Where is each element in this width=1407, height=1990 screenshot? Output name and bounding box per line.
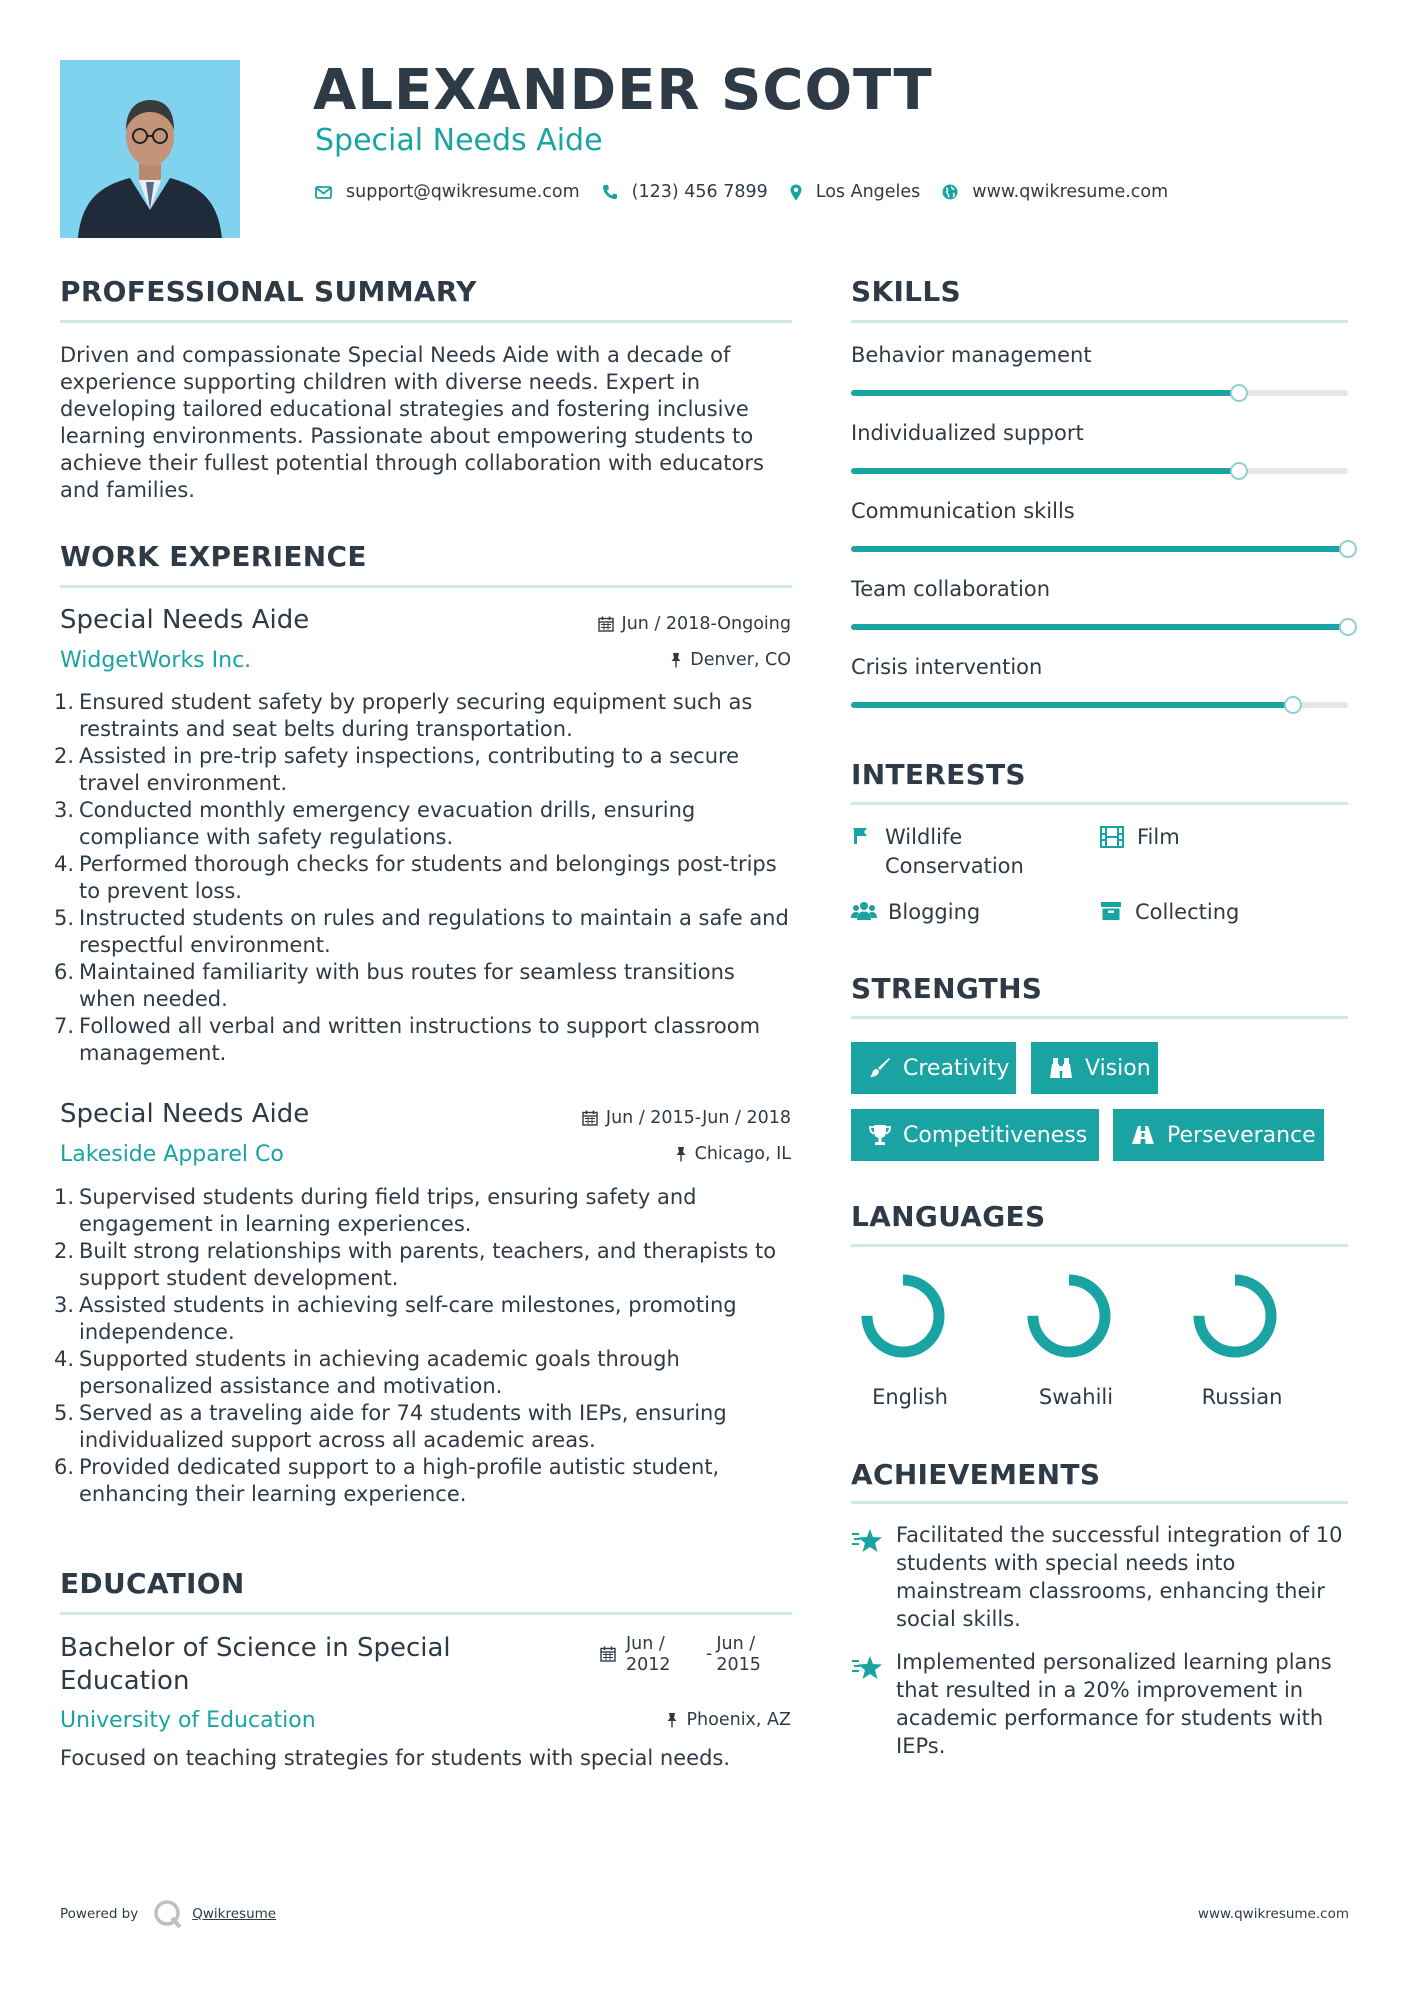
star-icon: [851, 1655, 883, 1681]
education-location: [666, 1710, 791, 1730]
paintbrush-icon: [869, 1057, 891, 1079]
skills-divider: [851, 320, 1348, 323]
job-title: Special Needs Aide: [60, 1099, 310, 1129]
contact-phone-text: (123) 456 7899: [631, 182, 768, 202]
education-location-text: Phoenix, AZ: [686, 1710, 791, 1730]
skill-bar-knob: [1284, 696, 1302, 714]
summary-text: Driven and compassionate Special Needs Aide with a decade of experience supporting children with diverse needs. Expert in developing tailored educational strategies and fostering inclusive learning environments. Passionate about empowering students to achieve their fullest potential through collaboration with educators and families.: [60, 343, 764, 502]
globe-icon: [942, 184, 958, 200]
contact-email[interactable]: [315, 182, 580, 202]
language-ring: [1024, 1271, 1114, 1361]
language-label: English: [872, 1385, 948, 1409]
job-dates-text: Jun / 2015-Jun / 2018: [605, 1108, 791, 1128]
list-item-text: Supported students in achieving academic goals through personalized assistance and motivation.: [79, 1347, 680, 1398]
language-ring-arc: [1199, 1280, 1271, 1352]
flag-icon: [851, 826, 871, 846]
achievement-item: Facilitated the successful integration of 10 students with special needs into mainstream classrooms, enhancing their social skills.: [896, 1523, 1343, 1631]
company-name: Lakeside Apparel Co: [60, 1142, 284, 1167]
job-location: [675, 1144, 791, 1164]
languages-heading: LANGUAGES: [851, 1200, 1046, 1233]
skill-bar-fill: [851, 390, 1239, 396]
list-item-text: Performed thorough checks for students and belongings post-trips to prevent loss.: [79, 852, 777, 903]
skill-label: Individualized support: [851, 421, 1084, 445]
contact-phone[interactable]: [602, 182, 768, 202]
skill-bar: [851, 702, 1348, 708]
road-icon: [1131, 1125, 1155, 1145]
skills-heading: SKILLS: [851, 275, 961, 308]
job-dates: [582, 1108, 791, 1128]
list-item-text: Built strong relationships with parents, teachers, and therapists to support student development.: [79, 1239, 777, 1290]
list-item: 4. Performed thorough checks for students and belongings post-trips to prevent loss.: [54, 852, 777, 903]
list-item: 4. Supported students in achieving academic goals through personalized assistance and motivation.: [54, 1347, 680, 1398]
education-divider: [60, 1612, 792, 1615]
strengths-divider: [851, 1016, 1348, 1019]
list-item: 6. Maintained familiarity with bus routes for seamless transitions when needed.: [54, 960, 735, 1011]
skill-bar-knob: [1339, 540, 1357, 558]
calendar-icon: [600, 1646, 616, 1662]
pushpin-icon: [666, 1712, 678, 1728]
school-name: University of Education: [60, 1708, 316, 1733]
map-marker-icon: [790, 184, 802, 201]
profile-photo-graphic: [60, 60, 240, 238]
list-item: 3. Assisted students in achieving self-care milestones, promoting independence.: [54, 1293, 737, 1344]
contact-location-text: Los Angeles: [815, 182, 921, 202]
skill-label: Crisis intervention: [851, 655, 1043, 679]
skill-bar-knob: [1339, 618, 1357, 636]
candidate-name: ALEXANDER SCOTT: [313, 58, 933, 123]
interest-label: Blogging: [888, 900, 981, 924]
archive-icon: [1100, 901, 1122, 921]
interest-item: [1100, 823, 1340, 852]
phone-icon: [602, 184, 618, 200]
interest-label: Film: [1137, 825, 1180, 849]
strength-label: Vision: [1085, 1055, 1151, 1081]
skill-bar-knob: [1230, 384, 1248, 402]
profile-photo: [60, 60, 240, 238]
users-icon: [851, 901, 877, 921]
job-responsibilities: [54, 689, 792, 1067]
contact-bar: [315, 180, 1190, 204]
strength-tag: [851, 1042, 1016, 1094]
contact-email-text: support@qwikresume.com: [346, 182, 580, 202]
skill-bar: [851, 390, 1348, 396]
education-dates: [600, 1634, 768, 1676]
language-ring-arc: [867, 1280, 939, 1352]
skill-bar-fill: [851, 624, 1348, 630]
binoculars-icon: [1049, 1057, 1073, 1079]
interest-item: [851, 898, 1081, 927]
list-item: 5. Instructed students on rules and regulations to maintain a safe and respectful environment.: [54, 906, 789, 957]
skill-bar-fill: [851, 702, 1293, 708]
list-item: 2. Assisted in pre-trip safety inspections, contributing to a secure travel environment.: [54, 744, 740, 795]
pushpin-icon: [675, 1146, 687, 1162]
job-location: [670, 650, 791, 670]
education-heading: EDUCATION: [60, 1567, 245, 1600]
list-item-text: Followed all verbal and written instructions to support classroom management.: [79, 1014, 761, 1065]
strength-tag: [851, 1109, 1099, 1161]
language-label: Russian: [1201, 1385, 1283, 1409]
achievements-heading: ACHIEVEMENTS: [851, 1458, 1101, 1491]
job-responsibilities: [54, 1184, 792, 1508]
job-location-text: Chicago, IL: [694, 1144, 791, 1164]
strength-label: Perseverance: [1167, 1122, 1316, 1148]
summary-divider: [60, 320, 792, 323]
languages-divider: [851, 1244, 1348, 1247]
summary-heading: PROFESSIONAL SUMMARY: [60, 275, 477, 308]
list-item-text: Ensured student safety by properly securing equipment such as restraints and seat belts during transportation.: [79, 690, 753, 741]
job-location-text: Denver, CO: [690, 650, 791, 670]
list-item-text: Supervised students during field trips, ensuring safety and engagement in learning experiences.: [79, 1185, 697, 1236]
footer-powered-by: [60, 1898, 276, 1930]
trophy-icon: [869, 1124, 891, 1146]
list-item: 6. Provided dedicated support to a high-profile autistic student, enhancing their learning experience.: [54, 1455, 720, 1506]
list-item: 3. Conducted monthly emergency evacuation drills, ensuring compliance with safety regulations.: [54, 798, 696, 849]
interests-divider: [851, 802, 1348, 805]
skill-bar: [851, 546, 1348, 552]
company-name: WidgetWorks Inc.: [60, 648, 252, 673]
star-icon: [851, 1528, 883, 1554]
skill-label: Communication skills: [851, 499, 1075, 523]
interests-heading: INTERESTS: [851, 758, 1026, 791]
list-item-text: Served as a traveling aide for 74 students with IEPs, ensuring individualized support across all academic areas.: [79, 1401, 727, 1452]
experience-heading: WORK EXPERIENCE: [60, 540, 367, 573]
experience-divider: [60, 585, 792, 588]
job-dates-text: Jun / 2018-Ongoing: [621, 614, 791, 634]
contact-website[interactable]: [942, 182, 1168, 202]
achievements-divider: [851, 1501, 1348, 1504]
strength-label: Competitiveness: [903, 1122, 1088, 1148]
list-item: 1. Ensured student safety by properly securing equipment such as restraints and seat belts during transportation.: [54, 690, 753, 741]
strength-tag: [1031, 1042, 1158, 1094]
list-item-text: Provided dedicated support to a high-profile autistic student, enhancing their learning experience.: [79, 1455, 720, 1506]
candidate-role: Special Needs Aide: [315, 123, 603, 158]
strength-label: Creativity: [903, 1055, 1010, 1081]
language-ring: [858, 1271, 948, 1361]
contact-location: [790, 182, 921, 202]
skill-bar: [851, 468, 1348, 474]
list-item-text: Maintained familiarity with bus routes for seamless transitions when needed.: [79, 960, 735, 1011]
skill-bar-knob: [1230, 462, 1248, 480]
skill-label: Team collaboration: [851, 577, 1051, 601]
qwikresume-logo-icon: [152, 1898, 184, 1930]
list-item-text: Conducted monthly emergency evacuation drills, ensuring compliance with safety regulations.: [79, 798, 696, 849]
skill-bar-fill: [851, 546, 1348, 552]
education-end-date: Jun / 2015: [716, 1634, 761, 1675]
calendar-icon: [582, 1110, 598, 1126]
degree-title: Bachelor of Science in Special Education: [60, 1633, 451, 1696]
language-ring-arc: [1033, 1280, 1105, 1352]
date-separator: -: [706, 1644, 713, 1664]
pushpin-icon: [670, 652, 682, 668]
skill-bar-fill: [851, 468, 1239, 474]
list-item: 5. Served as a traveling aide for 74 students with IEPs, ensuring individualized support across all academic areas.: [54, 1401, 727, 1452]
qwikresume-link[interactable]: Qwikresume: [192, 1906, 277, 1922]
calendar-icon: [598, 616, 614, 632]
interest-label: Wildlife Conservation: [885, 825, 1024, 878]
interest-item: [1100, 898, 1340, 927]
list-item-text: Assisted students in achieving self-care milestones, promoting independence.: [79, 1293, 737, 1344]
interest-item: [851, 823, 1051, 881]
list-item-text: Assisted in pre-trip safety inspections, contributing to a secure travel environment.: [79, 744, 740, 795]
footer-website[interactable]: www.qwikresume.com: [1197, 1906, 1349, 1922]
powered-by-text: Powered by: [60, 1906, 139, 1922]
skill-bar: [851, 624, 1348, 630]
language-label: Swahili: [1038, 1385, 1114, 1409]
contact-website-text: www.qwikresume.com: [972, 182, 1169, 202]
education-start-date: Jun / 2012: [626, 1634, 671, 1675]
list-item: 2. Built strong relationships with parents, teachers, and therapists to support student development.: [54, 1239, 777, 1290]
skill-label: Behavior management: [851, 343, 1092, 367]
job-dates: [598, 614, 791, 634]
film-icon: [1100, 826, 1124, 848]
list-item: 7. Followed all verbal and written instructions to support classroom management.: [54, 1014, 761, 1065]
strengths-heading: STRENGTHS: [851, 972, 1043, 1005]
interest-label: Collecting: [1135, 900, 1240, 924]
job-title: Special Needs Aide: [60, 605, 310, 635]
list-item: 1. Supervised students during field trips, ensuring safety and engagement in learning experiences.: [54, 1185, 697, 1236]
envelope-icon: [315, 186, 332, 199]
achievement-item: Implemented personalized learning plans that resulted in a 20% improvement in academic performance for students with IEPs.: [896, 1650, 1332, 1758]
education-description: Focused on teaching strategies for students with special needs.: [60, 1746, 731, 1770]
strength-tag: [1113, 1109, 1324, 1161]
list-item-text: Instructed students on rules and regulations to maintain a safe and respectful environment.: [79, 906, 789, 957]
language-ring: [1190, 1271, 1280, 1361]
